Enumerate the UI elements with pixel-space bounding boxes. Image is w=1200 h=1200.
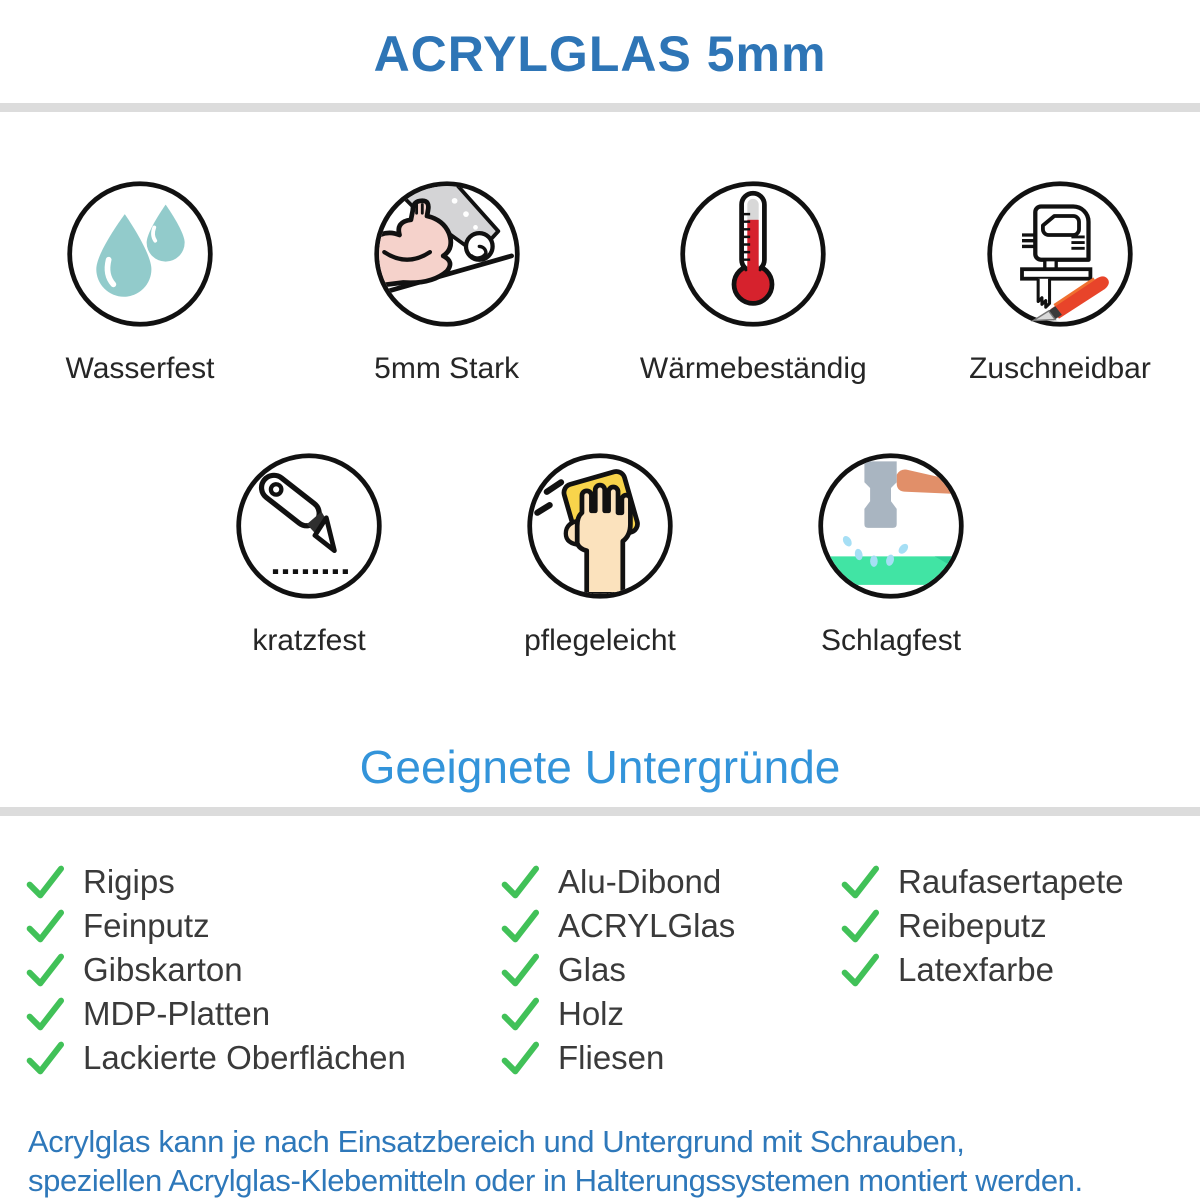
substrate-label: Feinputz <box>83 907 210 944</box>
check-icon <box>500 862 540 902</box>
feature-heat-resistant <box>635 178 871 386</box>
feature-label: kratzfest <box>252 624 366 657</box>
check-icon <box>500 1038 540 1078</box>
substrate-label: Rigips <box>83 863 175 900</box>
hammer-impact-icon <box>815 450 967 602</box>
substrate-label: Lackierte Oberflächen <box>83 1039 406 1076</box>
feature-label: Schlagfest <box>820 624 962 657</box>
check-icon <box>500 994 540 1034</box>
list-item <box>840 904 1190 948</box>
divider <box>0 807 1200 816</box>
list-item <box>25 992 500 1036</box>
check-icon <box>25 950 65 990</box>
substrate-label: MDP-Platten <box>83 995 271 1032</box>
list-item <box>25 948 500 992</box>
list-item <box>840 948 1190 992</box>
feature-label: Zuschneidbar <box>969 352 1151 385</box>
check-icon <box>25 994 65 1034</box>
substrate-label: Glas <box>558 951 626 988</box>
substrate-label: Alu-Dibond <box>558 863 722 900</box>
check-icon <box>25 862 65 902</box>
list-item <box>500 948 840 992</box>
list-item <box>500 992 840 1036</box>
check-icon <box>500 950 540 990</box>
feature-scratch-resistant <box>191 450 427 658</box>
mounting-note-line1: Acrylglas kann je nach Einsatzbereich und Untergrund mit Schrauben, <box>28 1124 965 1159</box>
features-row-1 <box>0 178 1200 386</box>
substrates-column-3 <box>840 860 1190 1080</box>
feature-impact-resistant <box>773 450 1009 658</box>
check-icon <box>25 906 65 946</box>
check-icon <box>840 950 880 990</box>
jigsaw-cutter-icon <box>984 178 1136 330</box>
muscle-arm-roll-icon <box>371 178 523 330</box>
feature-label: Wasserfest <box>65 352 215 385</box>
water-drops-icon <box>64 178 216 330</box>
check-icon <box>840 862 880 902</box>
check-icon <box>25 1038 65 1078</box>
substrates-list <box>0 860 1200 1080</box>
list-item <box>500 1036 840 1080</box>
list-item <box>25 904 500 948</box>
feature-label: Wärmebeständig <box>639 352 867 385</box>
cleaning-hand-cloth-icon <box>524 450 676 602</box>
features-row-2 <box>0 450 1200 658</box>
substrate-label: Reibeputz <box>898 907 1047 944</box>
list-item <box>500 860 840 904</box>
utility-knife-icon <box>233 450 385 602</box>
feature-cuttable <box>942 178 1178 386</box>
divider <box>0 103 1200 112</box>
thermometer-icon <box>677 178 829 330</box>
substrate-label: Fliesen <box>558 1039 665 1076</box>
feature-thickness <box>329 178 565 386</box>
substrates-column-2 <box>500 860 840 1080</box>
substrate-label: Holz <box>558 995 625 1032</box>
check-icon <box>500 906 540 946</box>
mounting-note-line2: speziellen Acrylglas-Klebemitteln oder in Halterungssystemen montiert werden. <box>28 1163 1083 1198</box>
mounting-note <box>0 1122 1200 1200</box>
feature-waterproof <box>22 178 258 386</box>
page-title: ACRYLGLAS 5mm <box>373 26 827 82</box>
substrate-label: Latexfarbe <box>898 951 1054 988</box>
feature-label: pflegeleicht <box>524 624 676 657</box>
substrate-label: Raufasertapete <box>898 863 1124 900</box>
list-item <box>25 860 500 904</box>
substrate-label: ACRYLGlas <box>558 907 736 944</box>
list-item <box>500 904 840 948</box>
substrates-column-1 <box>25 860 500 1080</box>
list-item <box>840 860 1190 904</box>
check-icon <box>840 906 880 946</box>
substrate-label: Gibskarton <box>83 951 243 988</box>
list-item <box>25 1036 500 1080</box>
feature-easy-care <box>482 450 718 658</box>
section-title: Geeignete Untergründe <box>359 741 841 793</box>
feature-label: 5mm Stark <box>374 352 520 385</box>
